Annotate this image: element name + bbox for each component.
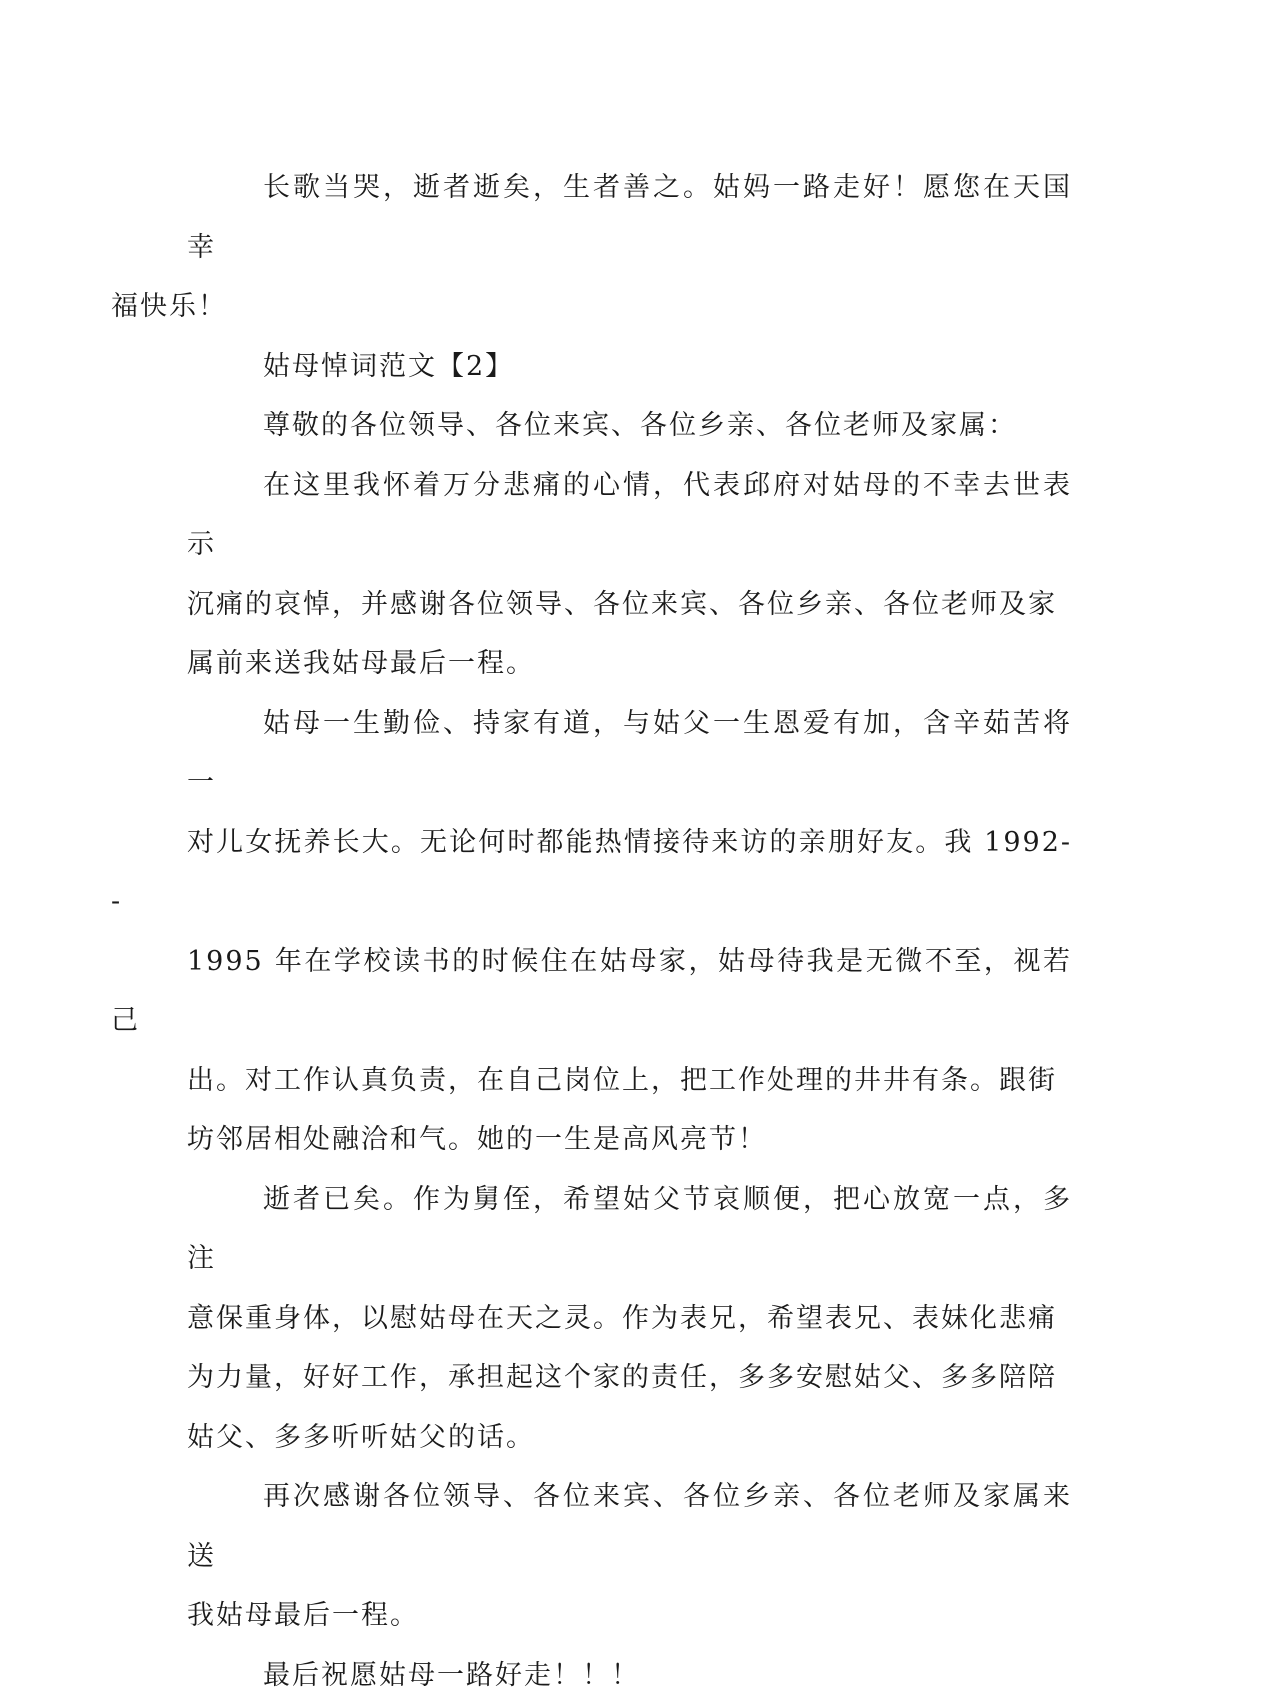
paragraph-opening: [187, 456, 1072, 694]
paragraph-condolence: [187, 1170, 1072, 1468]
text-line: 再次感谢各位领导、各位来宾、各位乡亲、各位老师及家属来送: [187, 1467, 1072, 1586]
text-line: 意保重身体，以慰姑母在天之灵。作为表兄，希望表兄、表妹化悲痛: [111, 1289, 1072, 1349]
paragraph-life-story: [187, 694, 1072, 1170]
paragraph-final-wish: [187, 1646, 1072, 1705]
text-line: 姑母一生勤俭、持家有道，与姑父一生恩爱有加，含辛茹苦将一: [187, 694, 1072, 813]
text-line: 逝者已矣。作为舅侄，希望姑父节哀顺便，把心放宽一点，多注: [187, 1170, 1072, 1289]
text-line: 出。对工作认真负责，在自己岗位上，把工作处理的井井有条。跟街: [111, 1051, 1072, 1111]
paragraph-salutation: [187, 396, 1072, 456]
document-body: [187, 158, 1072, 1705]
section-heading: [187, 337, 1072, 397]
paragraph-thanks: [187, 1467, 1072, 1646]
paragraph-closing-farewell: [187, 158, 1072, 337]
text-line: 最后祝愿姑母一路好走！！！: [187, 1646, 1072, 1705]
heading-text: 姑母悼词范文【2】: [187, 337, 1072, 397]
text-line: 坊邻居相处融洽和气。她的一生是高风亮节！: [111, 1110, 1072, 1170]
text-line: 尊敬的各位领导、各位来宾、各位乡亲、各位老师及家属：: [187, 396, 1072, 456]
text-line: 为力量，好好工作，承担起这个家的责任，多多安慰姑父、多多陪陪: [111, 1348, 1072, 1408]
text-line: 姑父、多多听听姑父的话。: [111, 1408, 1072, 1468]
text-line: 1995 年在学校读书的时候住在姑母家，姑母待我是无微不至，视若己: [111, 932, 1072, 1051]
text-line: 对儿女抚养长大。无论何时都能热情接待来访的亲朋好友。我 1992--: [111, 813, 1072, 932]
text-line: 沉痛的哀悼，并感谢各位领导、各位来宾、各位乡亲、各位老师及家: [111, 575, 1072, 635]
text-line: 长歌当哭，逝者逝矣，生者善之。姑妈一路走好！愿您在天国幸: [187, 158, 1072, 277]
text-line: 福快乐！: [111, 277, 1072, 337]
text-line: 在这里我怀着万分悲痛的心情，代表邱府对姑母的不幸去世表示: [187, 456, 1072, 575]
text-line: 属前来送我姑母最后一程。: [111, 634, 1072, 694]
text-line: 我姑母最后一程。: [111, 1586, 1072, 1646]
